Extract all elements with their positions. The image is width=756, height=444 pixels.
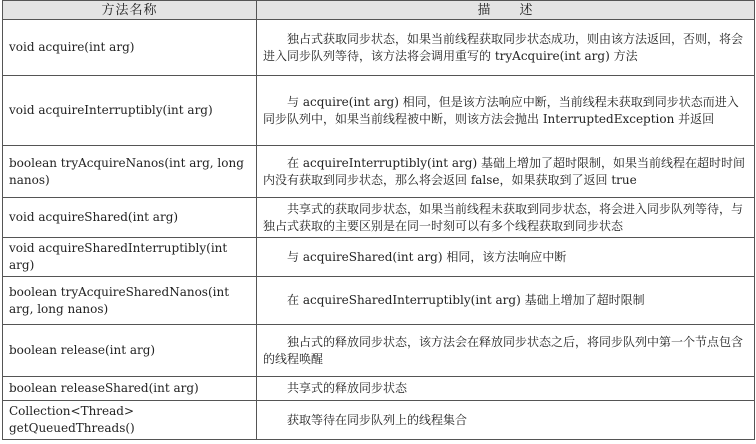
table-row [3,277,755,325]
description-cell: 与 acquireShared(int arg) 相同，该方法响应中断 [257,238,755,277]
header-method-name: 方法名称 [3,1,257,20]
method-cell: boolean releaseShared(int arg) [3,377,257,401]
description-cell: 与 acquire(int arg) 相同，但是该方法响应中断，当前线程未获取到同步状态而进入同步队列中，如果当前线程被中断，则该方法会抛出 InterruptedException 并返回 [257,76,755,146]
method-cell: void acquireSharedInterruptibly(int arg) [3,238,257,277]
description-cell: 共享式的获取同步状态，如果当前线程未获取到同步状态，将会进入同步队列等待，与独占式获取的主要区别是在同一时刻可以有多个线程获取到同步状态 [257,198,755,238]
table-row [3,401,755,440]
method-table [2,0,755,440]
method-cell: void acquireShared(int arg) [3,198,257,238]
table-row [3,377,755,401]
table-row [3,76,755,146]
method-cell: boolean tryAcquireSharedNanos(int arg, long nanos) [3,277,257,325]
table-row [3,238,755,277]
description-cell: 共享式的释放同步状态 [257,377,755,401]
table-row [3,146,755,198]
description-cell: 独占式获取同步状态，如果当前线程获取同步状态成功，则由该方法返回，否则，将会进入同步队列等待，该方法将会调用重写的 tryAcquire(int arg) 方法 [257,20,755,76]
table-header-row [3,1,755,20]
table-row [3,325,755,377]
method-cell: boolean tryAcquireNanos(int arg, long nanos) [3,146,257,198]
description-cell: 在 acquireInterruptibly(int arg) 基础上增加了超时限制，如果当前线程在超时时间内没有获取到同步状态，那么将会返回 false，如果获取到了返回 true [257,146,755,198]
description-cell: 在 acquireSharedInterruptibly(int arg) 基础上增加了超时限制 [257,277,755,325]
method-cell: boolean release(int arg) [3,325,257,377]
table-row [3,198,755,238]
method-cell: void acquireInterruptibly(int arg) [3,76,257,146]
description-cell: 获取等待在同步队列上的线程集合 [257,401,755,440]
table-row [3,20,755,76]
method-cell: Collection<Thread> getQueuedThreads() [3,401,257,440]
header-description: 描 述 [257,1,755,20]
method-cell: void acquire(int arg) [3,20,257,76]
description-cell: 独占式的释放同步状态，该方法会在释放同步状态之后，将同步队列中第一个节点包含的线程唤醒 [257,325,755,377]
